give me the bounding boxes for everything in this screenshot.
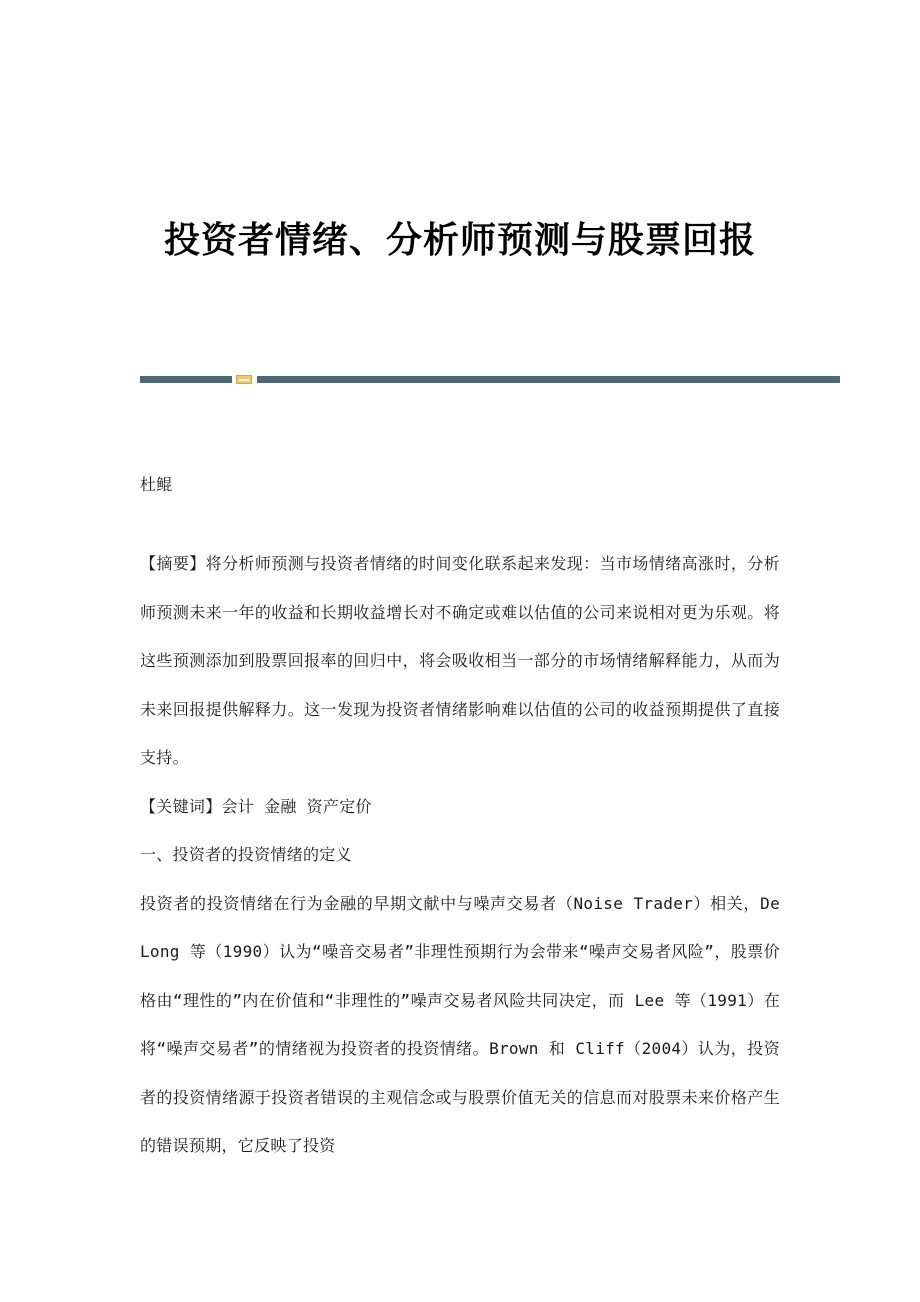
document-title: 投资者情绪、分析师预测与股票回报 [163, 219, 756, 261]
body-paragraph: 投资者的投资情绪在行为金融的早期文献中与噪声交易者（Noise Trader）相关，De Long 等（1990）认为“噪音交易者”非理性预期行为会带来“噪声交易者风险”，股票价格由“理性的”内在价值和“非理性的”噪声交易者风险共同决定，而 Lee 等（1991）在将“噪声交易者”的情绪视为投资者的投资情绪。Brown 和 Cliff（2004）认为，投资者的投资情绪源于投资者错误的主观信念或与股票价值无关的信息而对股票未来价格产生的错误预期，它反映了投资 [140, 893, 780, 1155]
divider-right-bar [257, 376, 840, 383]
abstract-paragraph: 【摘要】将分析师预测与投资者情绪的时间变化联系起来发现：当市场情绪高涨时，分析师预测未来一年的收益和长期收益增长对不确定或难以估值的公司来说相对更为乐观。将这些预测添加到股票回报率的回归中，将会吸收相当一部分的市场情绪解释能力，从而为未来回报提供解释力。这一发现为投资者情绪影响难以估值的公司的收益预期提供了直接支持。 [140, 554, 780, 767]
section-heading: 一、投资者的投资情绪的定义 [140, 845, 352, 864]
title-divider [140, 375, 840, 384]
keywords-line: 【关键词】会计 金融 资产定价 [140, 796, 372, 816]
document-body [140, 470, 780, 1171]
divider-left-bar [140, 376, 232, 383]
divider-emblem-icon [236, 375, 252, 384]
author-name: 杜鲲 [140, 475, 173, 494]
